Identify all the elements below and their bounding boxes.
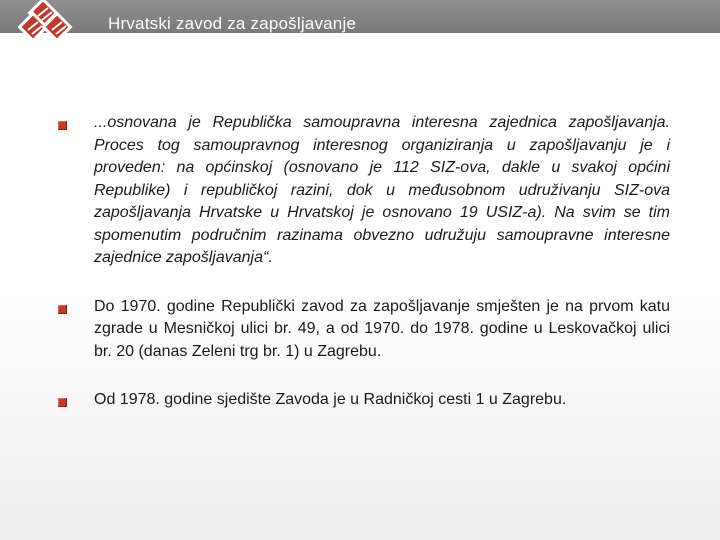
header-title: Hrvatski zavod za zapošljavanje bbox=[108, 14, 357, 33]
bullet-list bbox=[58, 112, 670, 438]
bullet-text: Do 1970. godine Republički zavod za zapošljavanje smješten je na prvom katu zgrade u Mesničkoj ulici br. 49, a od 1970. do 1978. godine u Leskovačkoj ulici br. 20 (danas Zeleni trg br. 1) u Zagrebu. bbox=[94, 297, 670, 360]
bullet-square-icon bbox=[58, 305, 67, 314]
hzz-logo-icon bbox=[18, 0, 84, 50]
bullet-item bbox=[58, 389, 670, 412]
bullet-item bbox=[58, 296, 670, 364]
bullet-text: Od 1978. godine sjedište Zavoda je u Radničkoj cesti 1 u Zagrebu. bbox=[94, 391, 567, 408]
bullet-item bbox=[58, 112, 670, 270]
bullet-square-icon bbox=[58, 121, 67, 130]
bullet-text: ...osnovana je Republička samoupravna interesna zajednica zapošljavanja. Proces tog samoupravnog interesnog organiziranja u zapošljavanju je i proveden: na općinskoj (osnovano je 112 SIZ-ova, dakle u svakoj općini Republike) i republičkoj razini, dok u međusobnom udruživanju SIZ-ova zapošljavanja Hrvatske u Hrvatskoj je osnovano 19 USIZ-a). Na svim se tim spomenutim područnim razinama obvezno udružuju samoupravne interesne zajednice zapošljavanja“. bbox=[94, 114, 670, 266]
bullet-square-icon bbox=[58, 398, 67, 407]
